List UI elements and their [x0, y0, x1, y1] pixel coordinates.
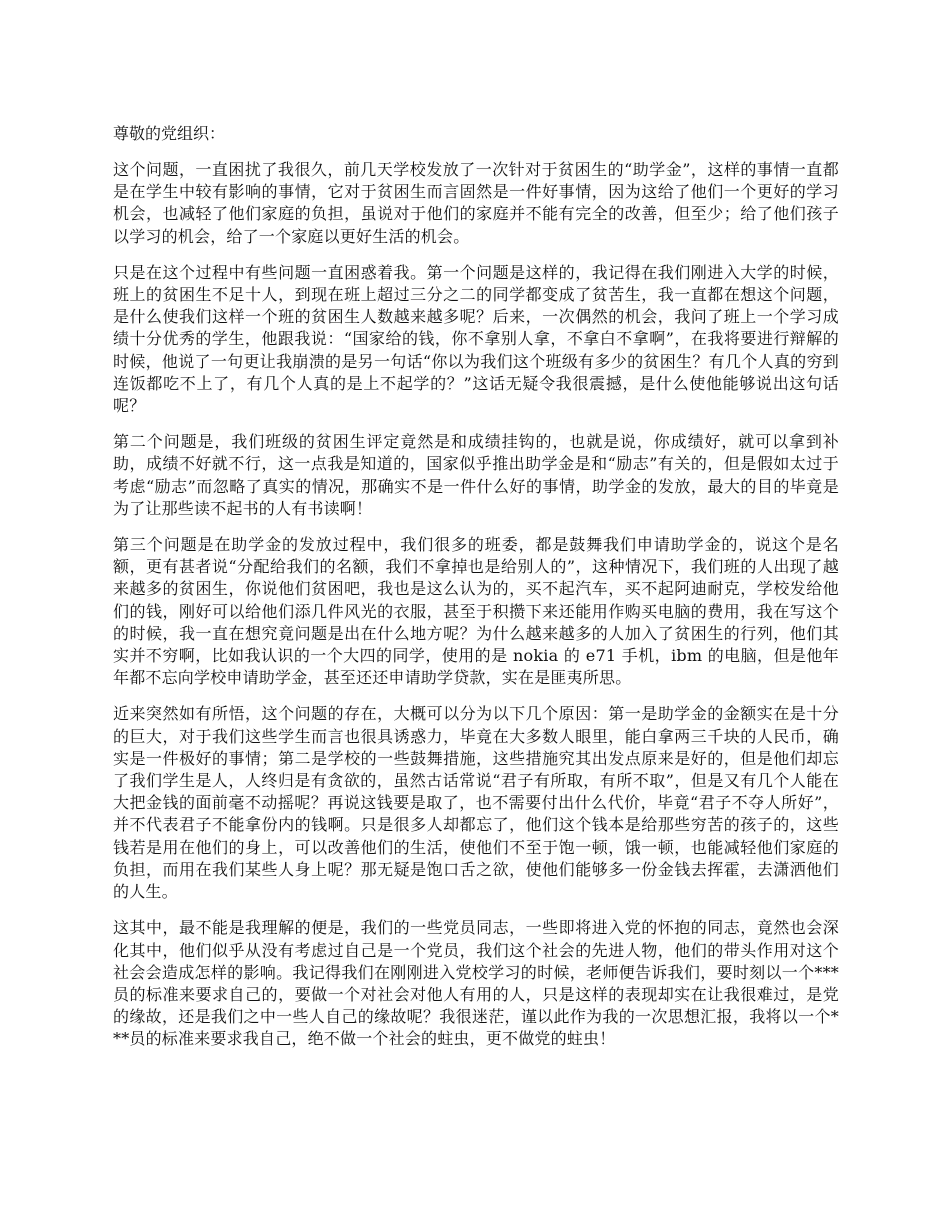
- document-page: [113, 123, 839, 1065]
- paragraph-5: 近来突然如有所悟，这个问题的存在，大概可以分为以下几个原因：第一是助学金的金额实在是十分的巨大，对于我们这些学生而言也很具诱惑力，毕竟在大多数人眼里，能白拿两三千块的人民币，确实是一件极好的事情；第二是学校的一些鼓舞措施，这些措施究其出发点原来是好的，但是他们却忘了我们学生是人，人终归是有贪欲的，虽然古话常说“君子有所取，有所不取”，但是又有几个人能在大把金钱的面前毫不动摇呢？再说这钱要是取了，也不需要付出什么代价，毕竟“君子不夺人所好”，并不代表君子不能拿份内的钱啊。只是很多人却都忘了，他们这个钱本是给那些穷苦的孩子的，这些钱若是用在他们的身上，可以改善他们的生活，使他们不至于饱一顿，饿一顿，也能减轻他们家庭的负担，而用在我们某些人身上呢？那无疑是饱口舌之欲，使他们能够多一份金钱去挥霍，去潇洒他们的人生。: [113, 704, 839, 902]
- paragraph-1: 这个问题，一直困扰了我很久，前几天学校发放了一次针对于贫困生的“助学金”，这样的事情一直都是在学生中较有影响的事情，它对于贫困生而言固然是一件好事情，因为这给了他们一个更好的学习机会，也减轻了他们家庭的负担，虽说对于他们的家庭并不能有完全的改善，但至少；给了他们孩子以学习的机会，给了一个家庭以更好生活的机会。: [113, 160, 839, 246]
- paragraph-2: 只是在这个过程中有些问题一直困惑着我。第一个问题是这样的，我记得在我们刚进入大学的时候，班上的贫困生不足十人，到现在班上超过三分之二的同学都变成了贫苦生，我一直都在想这个问题，是什么使我们这样一个班的贫困生人数越来越多呢？后来，一次偶然的机会，我问了班上一个学习成绩十分优秀的学生，他跟我说：“国家给的钱，你不拿别人拿，不拿白不拿啊”，在我将要进行辩解的时候，他说了一句更让我崩溃的是另一句话“你以为我们这个班级有多少的贫困生？有几个人真的穷到连饭都吃不上了，有几个人真的是上不起学的？”这话无疑令我很震撼，是什么使他能够说出这句话呢？: [113, 262, 839, 416]
- paragraph-6: 这其中，最不能是我理解的便是，我们的一些党员同志，一些即将进入党的怀抱的同志，竟然也会深化其中，他们似乎从没有考虑过自己是一个党员，我们这个社会的先进人物，他们的带头作用对这个社会会造成怎样的影响。我记得我们在刚刚进入党校学习的时候，老师便告诉我们，要时刻以一个***员的标准来要求自己的，要做一个对社会对他人有用的人，只是这样的表现却实在让我很难过，是党的缘故，还是我们之中一些人自己的缘故呢？我很迷茫，谨以此作为我的一次思想汇报，我将以一个***员的标准来要求我自己，绝不做一个社会的蛀虫，更不做党的蛀虫！: [113, 918, 839, 1049]
- salutation: 尊敬的党组织：: [113, 124, 226, 143]
- paragraph-3: 第二个问题是，我们班级的贫困生评定竟然是和成绩挂钩的，也就是说，你成绩好，就可以拿到补助，成绩不好就不行，这一点我是知道的，国家似乎推出助学金是和“励志”有关的，但是假如太过于考虑“励志”而忽略了真实的情况，那确实不是一件什么好的事情，助学金的发放，最大的目的毕竟是为了让那些读不起书的人有书读啊！: [113, 432, 839, 518]
- paragraph-4: 第三个问题是在助学金的发放过程中，我们很多的班委，都是鼓舞我们申请助学金的，说这个是名额，更有甚者说“分配给我们的名额，我们不拿掉也是给别人的”，这种情况下，我们班的人出现了越来越多的贫困生，你说他们贫困吧，我也是这么认为的，买不起汽车，买不起阿迪耐克，学校发给他们的钱，刚好可以给他们添几件风光的衣服，甚至于积攒下来还能用作购买电脑的费用，我在写这个的时候，我一直在想究竟问题是出在什么地方呢？为什么越来越多的人加入了贫困生的行列，他们其实并不穷啊，比如我认识的一个大四的同学，使用的是 nokia 的 e71 手机，ibm 的电脑，但是他年年都不忘向学校申请助学金，甚至还还申请助学贷款，实在是匪夷所思。: [113, 535, 839, 688]
